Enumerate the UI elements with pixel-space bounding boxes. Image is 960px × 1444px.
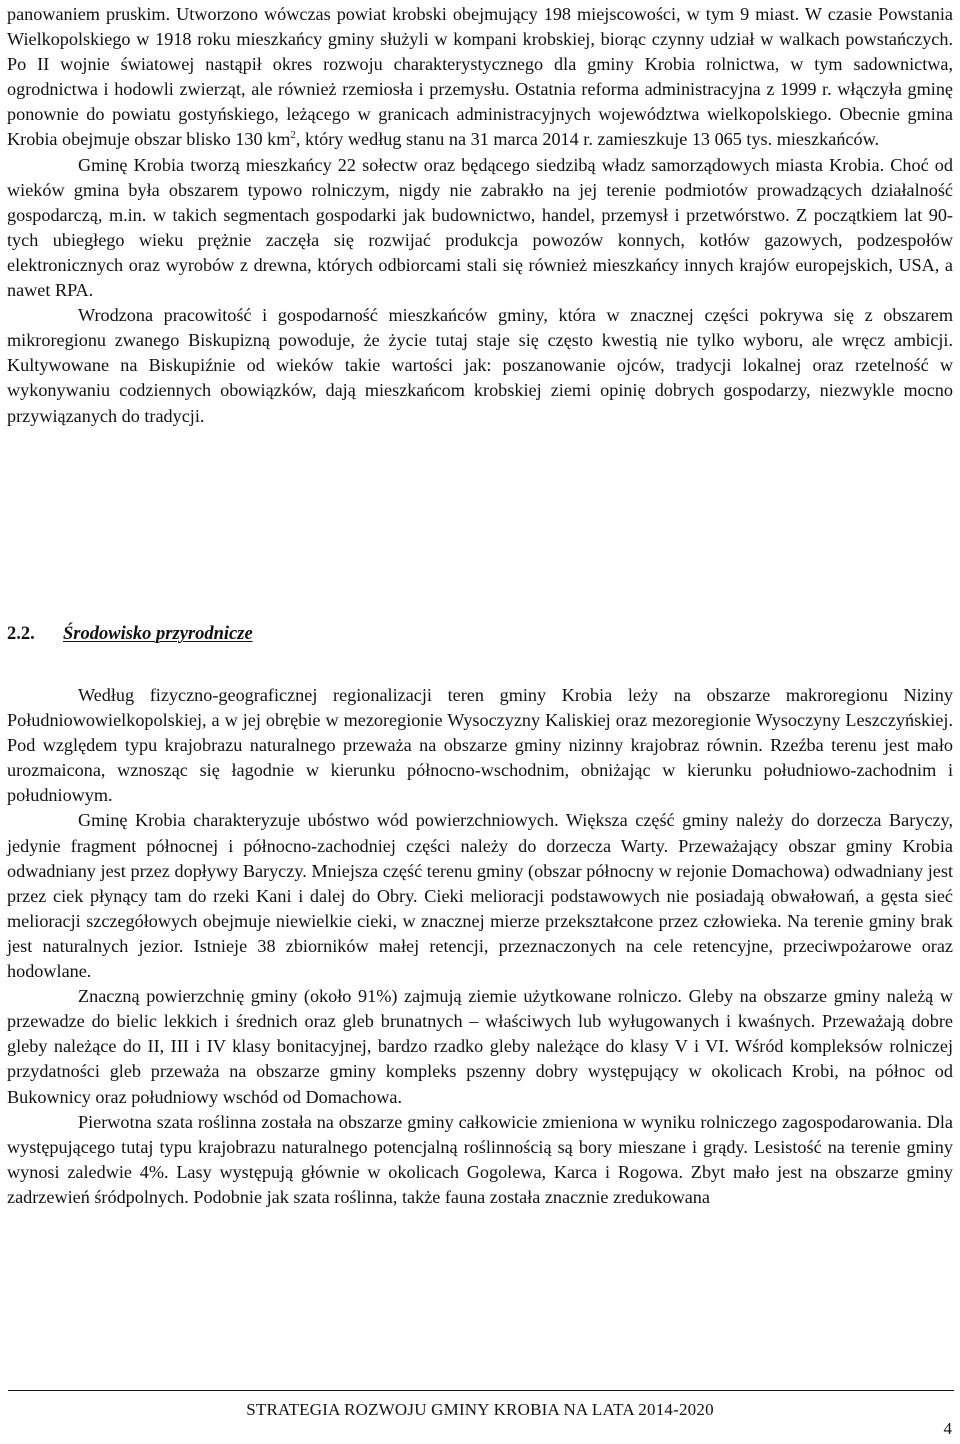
paragraph-tradition: Wrodzona pracowitość i gospodarność mieszkańców gminy, która w znacznej części pokrywa się z obszarem mikroregionu zwanego Biskupizną powoduje, że życie tutaj staje się często kwestią nie tylko wyboru, ale wręcz ambicji. Kultywowane na Biskupiźnie od wieków takie wartości jak: poszanowanie ojców, tradycji lokalnej oraz rzetelność w wykonywaniu codziennych obowiązków, dają mieszkańcom krobskiej ziemi opinię dobrych gospodarzy, niezwykle mocno przywiązanych do tradycji. [7, 305, 953, 426]
paragraph-waters: Gminę Krobia charakteryzuje ubóstwo wód powierzchniowych. Większa część gminy należy do dorzecza Baryczy, jedynie fragment północnej i północno-zachodniej części należy do dorzecza Warty. Przeważający obszar gminy Krobia odwadniany jest przez dopływy Baryczy. Mniejsza część terenu gminy (obszar północny w rejonie Domachowa) odwadniany jest przez ciek płynący tam do rzeki Kani i dalej do Obry. Cieki melioracji podstawowych nie posiadają obwałowań, a gęsta sieć melioracji szczegółowych obejmuje niewielkie cieki, w znacznej mierze przekształcone przez człowieka. Na terenie gminy brak jest naturalnych jezior. Istnieje 38 zbiorników małej retencji, przeznaczonych na cele retencyjne, przeciwpożarowe oraz hodowlane. [7, 810, 953, 982]
footer-title: STRATEGIA ROZWOJU GMINY KROBIA NA LATA 2014-2020 [246, 1400, 714, 1419]
environment-text-block [7, 683, 953, 1210]
section-heading [7, 622, 253, 647]
paragraph-vegetation: Pierwotna szata roślinna została na obszarze gminy całkowicie zmieniona w wyniku rolniczego zagospodarowania. Dla występującego tutaj typu krajobrazu naturalnego potencjalną roślinnością są bory mieszane i grądy. Lesistość na terenie gminy wynosi zaledwie 4%. Lasy występują głównie w okolicach Gogolewa, Karca i Rogowa. Zbyt mało jest na obszarze gminy zadrzewień śródpolnych. Podobnie jak szata roślinna, także fauna została znacznie zredukowana [7, 1111, 953, 1207]
paragraph-text: panowaniem pruskim. Utworzono wówczas powiat krobski obejmujący 198 miejscowości, w tym 9 miast. W czasie Powstania Wielkopolskiego w 1918 roku mieszkańcy gminy służyli w kompani krobskiej, biorąc czynny udział w walkach powstańczych. Po II wojnie światowej nastąpił okres rozwoju charakterystycznego dla gminy Krobia rolnictwa, w tym sadownictwa, ogrodnictwa i hodowli zwierząt, ale również rzemiosła i przemysłu. Ostatnia reforma administracyjna z 1999 r. włączyła gminę ponownie do powiatu gostyńskiego, leżącego w granicach administracyjnych województwa wielkopolskiego. Obecnie gmina Krobia obejmuje obszar blisko 130 km [7, 4, 953, 150]
section-title: Środowisko przyrodnicze [63, 624, 253, 644]
page-number: 4 [943, 1419, 952, 1438]
section-number: 2.2. [7, 624, 35, 644]
paragraph-regionalization: Według fizyczno-geograficznej regionalizacji teren gminy Krobia leży na obszarze makroregionu Niziny Południowowielkopolskiej, a w jej obrębie w mezoregionie Wysoczyzny Kaliskiej oraz mezoregionie Wysoczyny Leszczyńskiej. Pod względem typu krajobrazu naturalnego przeważa na obszarze gminy nizinny krajobraz równin. Rzeźba terenu jest mało urozmaicona, wznosząc się łagodnie w kierunku północno-wschodnim, obniżając w kierunku południowo-zachodnim i południowym. [7, 685, 953, 806]
paragraph-soils: Znaczną powierzchnię gminy (około 91%) zajmują ziemie użytkowane rolniczo. Gleby na obszarze gminy należą w przewadze do bielic lekkich i średnich oraz gleb brunatnych – właściwych lub wyługowanych i kwaśnych. Przeważają dobre gleby należące do II, III i IV klasy bonitacyjnej, bardzo rzadko gleby należące do klasy V i VI. Wśród kompleksów rolniczej przydatności gleb przeważa na obszarze gminy kompleks pszenny dobry występujący w okolicach Krobi, na północ od Bukownicy oraz południowy wschód od Domachowa. [7, 986, 953, 1107]
footer-divider [8, 1390, 954, 1391]
paragraph-economy: Gminę Krobia tworzą mieszkańcy 22 sołectw oraz będącego siedzibą władz samorządowych miasta Krobia. Choć od wieków gmina była obszarem typowo rolniczym, nigdy nie zabrakło na jej terenie podmiotów prowadzących działalność gospodarczą, m.in. w takich segmentach gospodarki jak budownictwo, handel, przemysł i przetwórstwo. Z początkiem lat 90-tych ubiegłego wieku prężnie zaczęła się rozwijać produkcja powozów konnych, kotłów gazowych, podzespołów elektronicznych oraz wyrobów z drewna, których odbiorcami stali się również mieszkańcy innych krajów europejskich, USA, a nawet RPA. [7, 154, 953, 301]
paragraph-history-continued [7, 2, 953, 153]
paragraph-text-tail: , który według stanu na 31 marca 2014 r. zamieszkuje 13 065 tys. mieszkańców. [295, 129, 880, 150]
history-text-block [7, 2, 953, 429]
superscript-exponent: 2 [290, 129, 296, 142]
